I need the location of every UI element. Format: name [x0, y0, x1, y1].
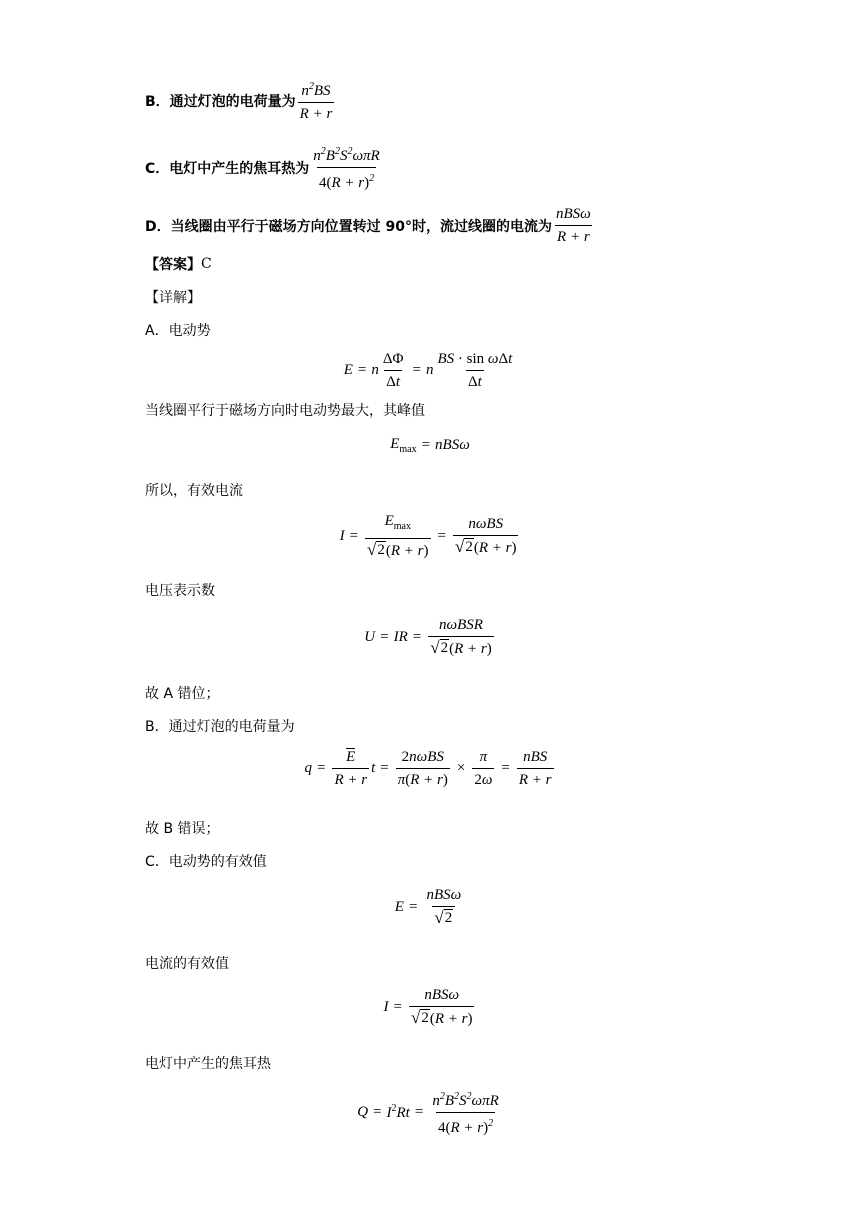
- heat-formula: Q = $I^2Rt$ = $\frac{n^2B^2S^2\omega\pi R}{4(R + r)^2}$: [357, 1091, 499, 1136]
- solution-a-conclusion: 故 A 错位；: [145, 686, 220, 702]
- detail-label: 【详解】: [145, 290, 201, 306]
- emax-formula: $E_{max}$ = nBSω: [390, 436, 470, 455]
- option-c: [145, 143, 384, 192]
- solution-c-current-text: 电流的有效值: [145, 956, 229, 972]
- answer-value: C: [201, 256, 212, 272]
- solution-c-heat-text: 电灯中产生的焦耳热: [145, 1056, 271, 1072]
- voltage-formula: U = IR = nωBSR √ 2 (R + r): [364, 617, 492, 657]
- option-d-formula: $\frac{\text{nBSω}}{R + r}$: [555, 206, 591, 245]
- option-c-text: C．电灯中产生的焦耳热为: [145, 160, 310, 177]
- emf-formula: E = n $\frac{\Delta\Phi}{\Delta t}$ = n $\frac{\text{BS · sin ωΔt}}{\Delta t}$: [343, 351, 513, 390]
- option-b-text: B．通过灯泡的电荷量为: [145, 93, 296, 110]
- solution-a-eff-current-text: 所以，有效电流: [145, 483, 243, 499]
- answer-label: 【答案】: [145, 257, 201, 273]
- eff-emf-formula: E = nBSω √ 2: [394, 887, 462, 927]
- eff-current-formula: I = $E_{max}$ √ 2 (R + r) = nωBS √ 2 (R + r): [339, 513, 517, 559]
- c-current-formula: I = nBSω √ 2 (R + r): [383, 987, 473, 1027]
- option-b: [145, 78, 336, 123]
- charge-formula: q = $\frac{E}{R + r}$ t = $\frac{\text{2nωBS}}{\pi(R + r)}$ × $\frac{\pi}{2\omega}$ = $\frac{\text{nBS}}{R + r}$: [304, 749, 552, 788]
- solution-b-conclusion: 故 B 错误；: [145, 821, 220, 837]
- solution-c-intro: C．电动势的有效值: [145, 854, 267, 870]
- option-d-text: D．当线圈由平行于磁场方向位置转过 90°时，流过线圈的电流为: [145, 218, 552, 235]
- option-c-formula: $\frac{n^2B^2S^2\omega\pi R}{4(R + r)^2}$: [313, 146, 380, 191]
- solution-b-intro: B．通过灯泡的电荷量为: [145, 719, 295, 735]
- solution-a-voltage-text: 电压表示数: [145, 583, 215, 599]
- option-b-formula: $\frac{n^2BS}{R + r}$: [299, 81, 333, 122]
- solution-a-peak-text: 当线圈平行于磁场方向时电动势最大，其峰值: [145, 403, 425, 419]
- answer-line: [145, 254, 212, 274]
- option-d: [145, 205, 595, 246]
- solution-a-intro: A．电动势: [145, 323, 211, 339]
